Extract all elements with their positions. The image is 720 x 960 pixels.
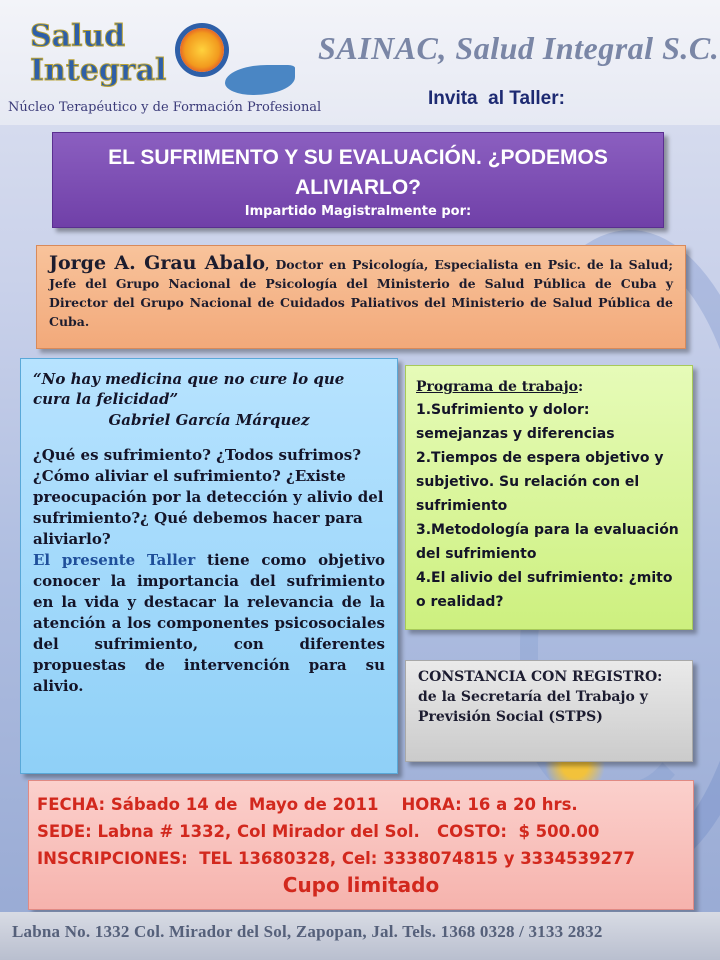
program-item: 1.Sufrimiento y dolor: semejanzas y diferencias <box>416 402 615 442</box>
program-item: 2.Tiempos de espera objetivo y subjetivo. Su relación con el sufrimiento <box>416 450 664 514</box>
footer-address: Labna No. 1332 Col. Mirador del Sol, Zapopan, Jal. Tels. 1368 0328 / 3133 2832 <box>0 912 720 960</box>
objective-body: tiene como objetivo conocer la importancia del sufrimiento en la vida y destacar la relevancia de la atención a los componentes psicosociales del sufrimiento, con diferentes propuestas de intervención para su alivio. <box>33 551 385 695</box>
speaker-box <box>36 245 686 349</box>
limited-seats: Cupo limitado <box>282 873 440 897</box>
event-registration: INSCRIPCIONES: TEL 13680328, Cel: 3338074815 y 3334539277 <box>37 849 636 868</box>
logo-text: Salud Integral <box>30 19 167 88</box>
program-item: 3.Metodología para la evaluación del sufrimiento <box>416 522 679 562</box>
program-box <box>405 365 693 630</box>
program-heading <box>416 376 684 398</box>
objective-text <box>33 550 385 697</box>
program-title: Programa de trabajo <box>416 379 578 395</box>
hummingbird-icon <box>225 65 295 95</box>
header <box>0 0 720 125</box>
quote-author: Gabriel García Márquez <box>108 411 310 429</box>
questions-text: ¿Qué es sufrimiento? ¿Todos sufrimos? ¿Cómo aliviar el sufrimiento? ¿Existe preocupación por la detección y alivio del sufrimiento?¿ Qué debemos hacer para aliviarlo? <box>33 446 384 548</box>
sun-icon <box>180 28 224 72</box>
quote: “No hay medicina que no cure lo que cura la felicidad” <box>33 370 345 408</box>
logo-subtitle: Núcleo Terapéutico y de Formación Profesional <box>8 100 322 115</box>
organization-name: SAINAC, Salud Integral S.C. <box>318 30 720 66</box>
speaker-bio: , Doctor en Psicología, Especialista en Psic. de la Salud; Jefe del Grupo Nacional de Psicología del Ministerio de Salud Pública de Cuba y Director del Grupo Nacional de Cuidados Paliativos del Ministerio de Salud Pública de Cuba. <box>49 257 673 329</box>
salud-integral-logo <box>30 20 200 96</box>
description-box <box>20 358 398 774</box>
invite-text: Invita al Taller: <box>428 88 565 109</box>
speaker-name: Jorge A. Grau Abalo <box>49 252 266 274</box>
workshop-title-box <box>52 132 664 228</box>
event-info-box <box>28 780 694 910</box>
constancia-box <box>405 660 693 762</box>
event-date-time: FECHA: Sábado 14 de Mayo de 2011 HORA: 16 a 20 hrs. <box>37 795 578 814</box>
event-venue-cost: SEDE: Labna # 1332, Col Mirador del Sol. COSTO: $ 500.00 <box>37 822 600 841</box>
program-item: 4.El alivio del sufrimiento: ¿mito o realidad? <box>416 570 673 610</box>
program-title-colon: : <box>577 379 584 395</box>
constancia-text: CONSTANCIA CON REGISTRO: de la Secretaría del Trabajo y Previsión Social (STPS) <box>418 669 663 725</box>
workshop-title: EL SUFRIMENTO Y SU EVALUACIÓN. ¿PODEMOS ALIVIARLO? <box>108 146 608 199</box>
workshop-subtitle: Impartido Magistralmente por: <box>244 204 472 219</box>
objective-lead: El presente Taller <box>33 551 196 569</box>
